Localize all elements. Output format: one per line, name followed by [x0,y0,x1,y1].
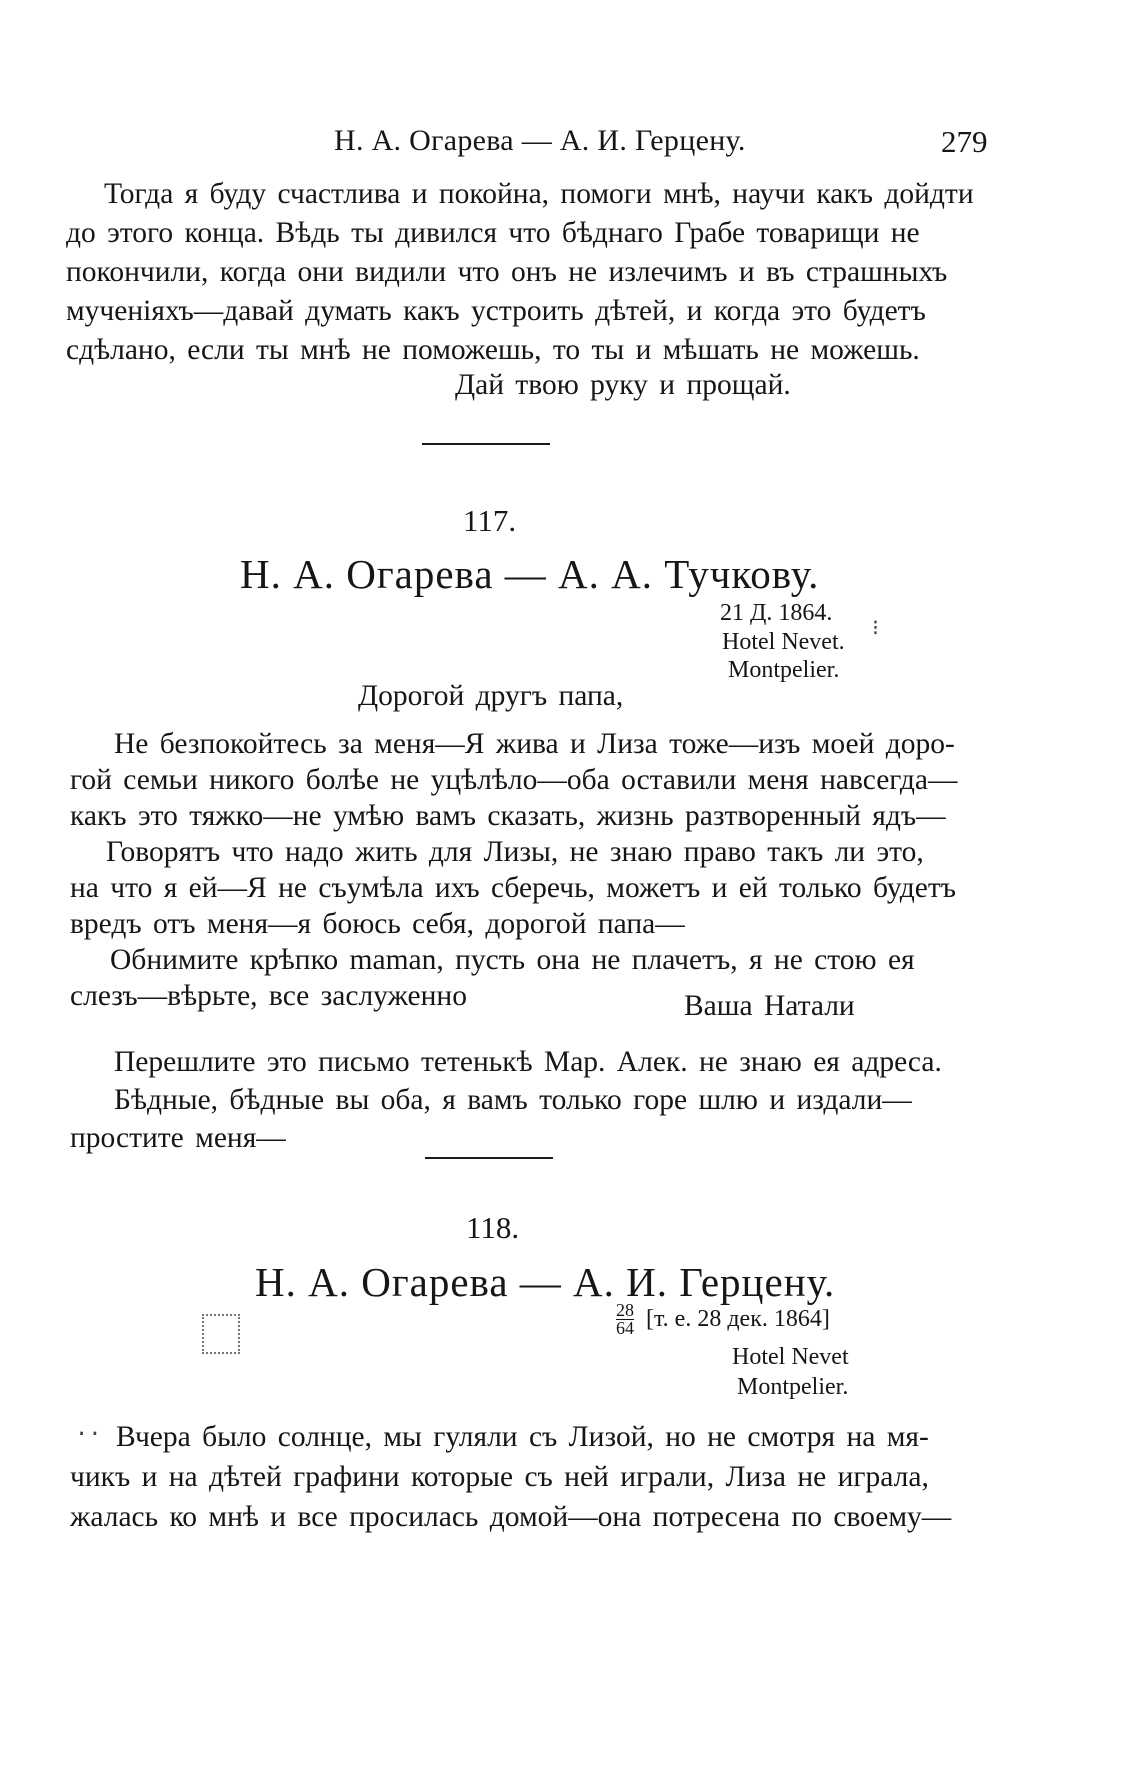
letter-118-title: Н. А. Огарева — А. И. Герцену. [255,1259,836,1305]
text-line: Не безпокойтесь за меня—Я жива и Лиза тоже—изъ моей доро- [114,728,955,760]
letter-117-date: 21 Д. 1864. [720,600,833,626]
text-line: Перешлите это письмо тетенькѣ Мар. Алек. не знаю ея адреса. [114,1046,942,1078]
text-line: Бѣдные, бѣдные вы оба, я вамъ только горе шлю и издали— [114,1084,912,1116]
letter-117-salutation: Дорогой другъ папа, [358,680,624,712]
text-line: сдѣлано, если ты мнѣ не поможешь, то ты и мѣшать не можешь. [66,334,920,366]
letter-118-city: Montpelier. [737,1374,849,1400]
text-line: до этого конца. Вѣдь ты дивился что бѣднаго Грабе товарищи не [66,217,920,249]
opening-closing: Дай твою руку и прощай. [455,369,791,401]
letter-118-body [70,1417,952,1537]
letter-118-hotel: Hotel Nevet [732,1344,849,1370]
running-title: Н. А. Огарева — А. И. Герцену. [334,124,746,157]
letter-118-number: 118. [466,1210,520,1245]
letter-117-number: 117. [463,503,517,538]
text-line: жалась ко мнѣ и все просилась домой—она потресена по своему— [70,1501,952,1533]
text-line: Говорятъ что надо жить для Лизы, не знаю право такъ ли это, [106,836,924,868]
letter-117-body [70,726,958,1014]
text-line: какъ это тяжко—не умѣю вамъ сказать, жизнь разтворенный ядъ— [70,800,946,832]
letter-117-title: Н. А. Огарева — А. А. Тучкову. [240,551,820,597]
divider-rule [425,1157,553,1159]
date-fraction-num: 28 [616,1300,634,1320]
letter-117-postscript [70,1043,942,1157]
date-fraction [616,1302,634,1337]
opening-paragraph [66,175,974,370]
text-line: на что я ей—Я не съумѣла ихъ сберечь, можетъ и ей только будетъ [70,872,957,904]
page-number: 279 [941,124,988,159]
text-line: простите меня— [70,1122,286,1154]
text-line: вредъ отъ меня—я боюсь себя, дорогой папа— [70,908,685,940]
letter-117-city: Montpelier. [728,657,840,683]
text-line: чикъ и на дѣтей графини которые съ ней играли, Лиза не играла, [70,1461,929,1493]
margin-mark: ·· [75,1422,102,1447]
date-fraction-den: 64 [616,1318,634,1338]
letter-118-date [616,1302,830,1337]
margin-mark: ⁝ [872,616,879,641]
date-bracket: [т. е. 28 дек. 1864] [646,1306,830,1332]
text-line: Тогда я буду счастлива и покойна, помоги мнѣ, научи какъ дойдти [104,178,974,210]
stamp-mark [202,1314,240,1354]
letter-117-signature: Ваша Натали [684,990,855,1022]
text-line: слезъ—вѣрьте, все заслуженно [70,980,467,1012]
letter-117-hotel: Hotel Nevet. [722,629,845,655]
text-line: мученіяхъ—давай думать какъ устроить дѣтей, и когда это будетъ [66,295,926,327]
text-line: гой семьи никого болѣе не уцѣлѣло—оба оставили меня навсегда— [70,764,958,796]
text-line: покончили, когда они видили что онъ не излечимъ и въ страшныхъ [66,256,948,288]
text-line: Обнимите крѣпко maman, пусть она не плачетъ, я не стою ея [110,944,915,976]
page-header [0,124,1140,164]
divider-rule [422,443,550,445]
text-line: Вчера было солнце, мы гуляли съ Лизой, но не смотря на мя- [116,1421,929,1453]
